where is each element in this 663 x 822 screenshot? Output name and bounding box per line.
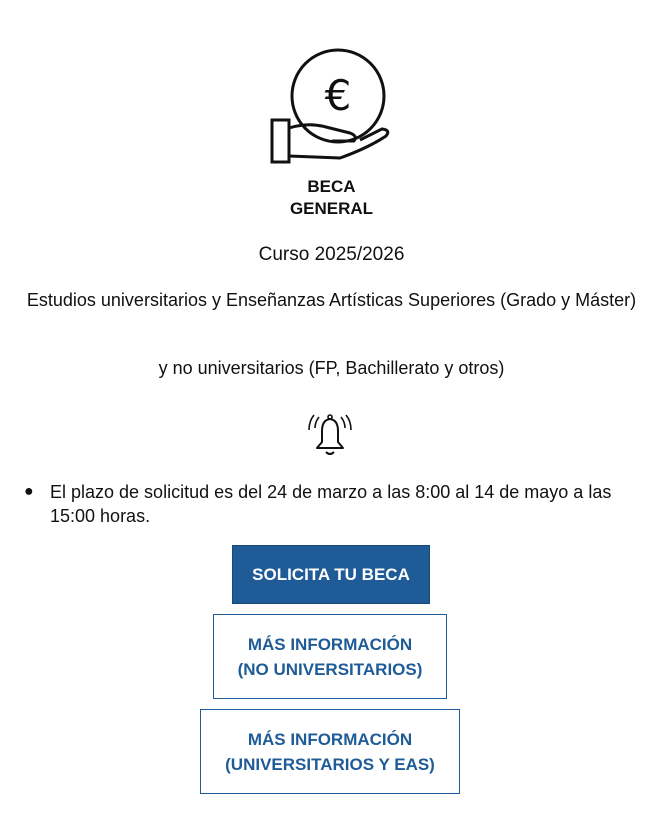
page-title [0,176,663,220]
svg-text:€: € [324,71,352,120]
course-year: Curso 2025/2026 [258,244,405,265]
studies-non-university: y no universitarios (FP, Bachillerato y otros) [158,358,505,378]
info-non-university-line1: MÁS INFORMACIÓN [247,634,413,654]
info-non-university-button[interactable] [213,614,447,699]
bullet-icon: ● [24,483,34,500]
info-university-line1: MÁS INFORMACIÓN [247,729,413,749]
title-line-beca: BECA [307,177,356,196]
deadline-list-item [24,480,639,528]
deadline-text: El plazo de solicitud es del 24 de marzo a las 8:00 al 14 de mayo a las 15:00 horas. [50,482,612,526]
euro-coin-hand-icon [268,48,392,166]
bell-ringing-icon [300,400,360,460]
info-university-button[interactable] [200,709,460,794]
studies-university: Estudios universitarios y Enseñanzas Artísticas Superiores (Grado y Máster) [26,290,637,310]
title-line-general: GENERAL [289,199,374,218]
info-non-university-line2: (NO UNIVERSITARIOS) [237,659,423,679]
apply-button[interactable]: SOLICITA TU BECA [232,545,430,604]
info-university-line2: (UNIVERSITARIOS Y EAS) [225,754,435,774]
